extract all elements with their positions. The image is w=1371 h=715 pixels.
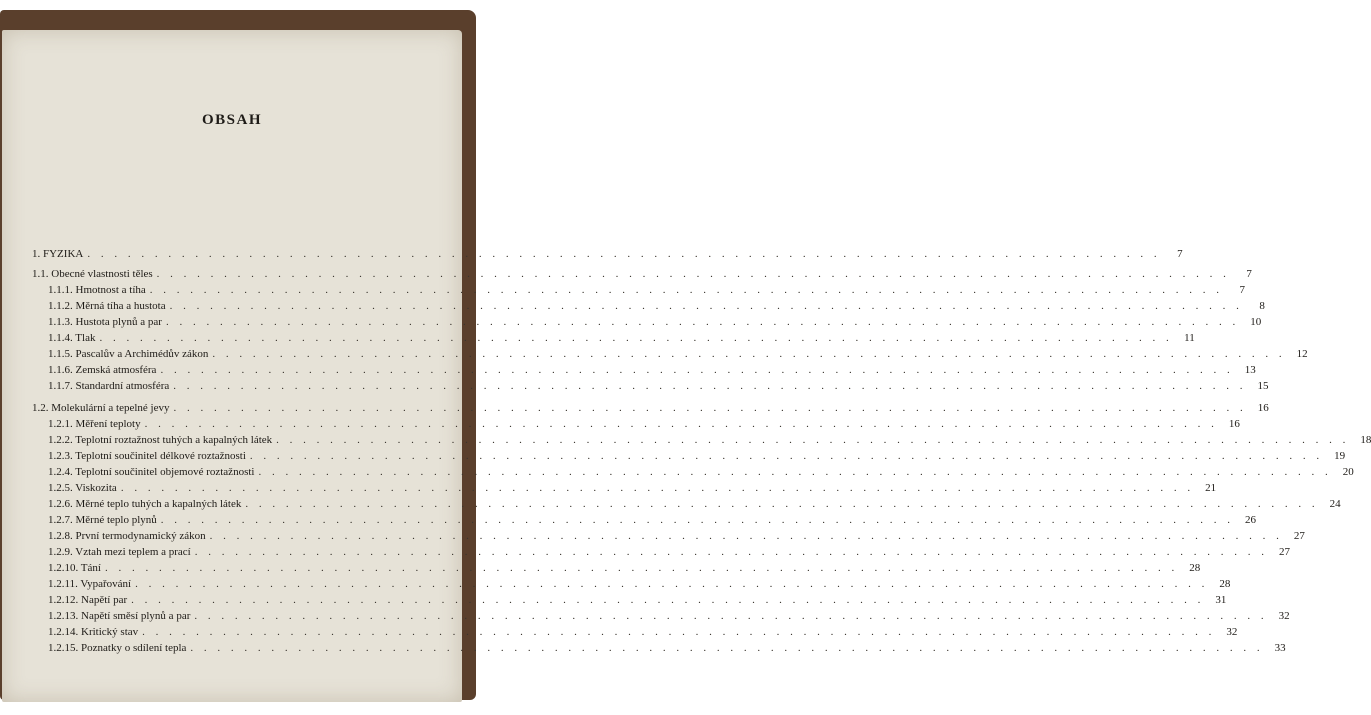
toc-entry [48, 284, 1246, 300]
toc-entry-label: 1.2.4. Teplotní součinitel objemové roztažnosti [48, 466, 255, 478]
dot-leader: . . . . . . . . . . . . . . . . . . . . . . . . . . . . . . . . . . . . . . . . . . . . . . . . . . . . . . . . . . . . . . . . . . . . . . . . . . . . . . . . [160, 514, 1235, 526]
dot-leader: . . . . . . . . . . . . . . . . . . . . . . . . . . . . . . . . . . . . . . . . . . . . . . . . . . . . . . . . . . . . . . . . . . . . . . . . . . . . . . . . [245, 498, 1319, 510]
dot-leader: . . . . . . . . . . . . . . . . . . . . . . . . . . . . . . . . . . . . . . . . . . . . . . . . . . . . . . . . . . . . . . . . . . . . . . . . . . . . . . . . [169, 300, 1243, 312]
dot-leader: . . . . . . . . . . . . . . . . . . . . . . . . . . . . . . . . . . . . . . . . . . . . . . . . . . . . . . . . . . . . . . . . . . . . . . . . . . . . . . . . [194, 610, 1268, 622]
toc-entry [48, 642, 1286, 658]
dot-leader: . . . . . . . . . . . . . . . . . . . . . . . . . . . . . . . . . . . . . . . . . . . . . . . . . . . . . . . . . . . . . . . . . . . . . . . . . . . . . . . . [149, 284, 1224, 296]
toc-entry-page: 15 [1257, 380, 1269, 392]
toc-entry-label: 1.1.7. Standardní atmosféra [48, 380, 170, 392]
toc-entry-page: 8 [1259, 300, 1265, 312]
toc-entry [48, 594, 1227, 610]
toc-entry [48, 514, 1257, 530]
toc-entry-label: 1.1.5. Pascalův a Archimédův zákon [48, 348, 209, 360]
toc-entry [48, 626, 1238, 642]
dot-leader: . . . . . . . . . . . . . . . . . . . . . . . . . . . . . . . . . . . . . . . . . . . . . . . . . . . . . . . . . . . . . . . . . . . . . . . . . . . . . . . . [142, 626, 1216, 638]
toc-entry-page: 16 [1257, 402, 1269, 414]
toc-entry-page: 7 [1246, 268, 1252, 280]
toc-entry-page: 12 [1296, 348, 1308, 360]
toc-entry-page: 21 [1205, 482, 1217, 494]
toc-entry [48, 498, 1341, 514]
toc-entry [48, 450, 1346, 466]
toc-entry [48, 348, 1308, 364]
dot-leader: . . . . . . . . . . . . . . . . . . . . . . . . . . . . . . . . . . . . . . . . . . . . . . . . . . . . . . . . . . . . . . . . . . . . . . . . . . . . . . . . [212, 348, 1286, 360]
toc-entry-label: 1.2. Molekulární a tepelné jevy [32, 402, 170, 414]
toc-entry-page: 20 [1342, 466, 1354, 478]
toc-entry-label: 1.2.11. Vypařování [48, 578, 132, 590]
toc-entry [48, 562, 1201, 578]
toc-entry [32, 268, 1252, 284]
toc-entry-label: 1.2.3. Teplotní součinitel délkové roztažnosti [48, 450, 246, 462]
toc-entry [48, 466, 1354, 482]
toc-entry-label: 1.1. Obecné vlastnosti těles [32, 268, 153, 280]
dot-leader: . . . . . . . . . . . . . . . . . . . . . . . . . . . . . . . . . . . . . . . . . . . . . . . . . . . . . . . . . . . . . . . . . . . . . . . . . . . . . . . . [194, 546, 1268, 558]
toc-entry-page: 7 [1239, 284, 1246, 296]
dot-leader: . . . . . . . . . . . . . . . . . . . . . . . . . . . . . . . . . . . . . . . . . . . . . . . . . . . . . . . . . . . . . . . . . . . . . . . . . . . . . . . . [160, 364, 1234, 376]
toc-entry-page: 32 [1278, 610, 1290, 622]
toc-entry-label: 1.2.1. Měření teploty [48, 418, 141, 430]
toc-entry-page: 26 [1245, 514, 1257, 526]
dot-leader: . . . . . . . . . . . . . . . . . . . . . . . . . . . . . . . . . . . . . . . . . . . . . . . . . . . . . . . . . . . . . . . . . . . . . . . . . . . . . . . . [209, 530, 1283, 542]
toc-entry [48, 482, 1217, 498]
toc-entry-page: 24 [1329, 498, 1341, 510]
toc-entry-page: 13 [1244, 364, 1256, 376]
toc-entry [48, 578, 1231, 594]
toc-entry-page: 27 [1293, 530, 1305, 542]
toc-entry-page: 31 [1215, 594, 1227, 606]
toc-entry-label: 1.2.10. Tání [48, 562, 101, 574]
dot-leader: . . . . . . . . . . . . . . . . . . . . . . . . . . . . . . . . . . . . . . . . . . . . . . . . . . . . . . . . . . . . . . . . . . . . . . . . . . . . . . . . [173, 402, 1247, 414]
toc-entry [48, 316, 1262, 332]
toc-entry [48, 300, 1265, 316]
toc-entry-label: 1.2.7. Měrné teplo plynů [48, 514, 157, 526]
toc-entry [32, 402, 1269, 418]
toc-entry-page: 11 [1184, 332, 1195, 344]
dot-leader: . . . . . . . . . . . . . . . . . . . . . . . . . . . . . . . . . . . . . . . . . . . . . . . . . . . . . . . . . . . . . . . . . . . . . . . . . . . . . . . . [104, 562, 1179, 574]
toc-entry-page: 16 [1228, 418, 1240, 430]
dot-leader: . . . . . . . . . . . . . . . . . . . . . . . . . . . . . . . . . . . . . . . . . . . . . . . . . . . . . . . . . . . . . . . . . . . . . . . . . . . . . . . . [276, 434, 1350, 446]
toc-entry [48, 380, 1269, 396]
toc-entry-label: 1.1.2. Měrná tíha a hustota [48, 300, 166, 312]
toc-entry [48, 332, 1195, 348]
page-title: OBSAH [201, 112, 262, 128]
toc-entry [48, 364, 1256, 380]
toc-entry-page: 27 [1279, 546, 1290, 558]
toc-entry-page: 33 [1274, 642, 1286, 654]
dot-leader: . . . . . . . . . . . . . . . . . . . . . . . . . . . . . . . . . . . . . . . . . . . . . . . . . . . . . . . . . . . . . . . . . . . . . . . . . . . . . . . . [120, 482, 1195, 494]
toc-entry-page: 28 [1189, 562, 1201, 574]
toc-entry [48, 530, 1305, 546]
toc-entry-label: 1. FYZIKA [32, 248, 84, 260]
toc-entry-label: 1.1.6. Zemská atmosféra [48, 364, 157, 376]
toc-entry-label: 1.2.9. Vztah mezi teplem a prací [48, 546, 191, 558]
toc-entry-label: 1.2.2. Teplotní roztažnost tuhých a kapalných látek [48, 434, 273, 446]
toc-entry-label: 1.1.1. Hmotnost a tíha [48, 284, 146, 296]
toc-entry-label: 1.1.3. Hustota plynů a par [48, 316, 162, 328]
dot-leader: . . . . . . . . . . . . . . . . . . . . . . . . . . . . . . . . . . . . . . . . . . . . . . . . . . . . . . . . . . . . . . . . . . . . . . . . . . . . . . . . [190, 642, 1264, 654]
toc-entry-page: 32 [1226, 626, 1238, 638]
toc-entry [48, 418, 1240, 434]
dot-leader: . . . . . . . . . . . . . . . . . . . . . . . . . . . . . . . . . . . . . . . . . . . . . . . . . . . . . . . . . . . . . . . . . . . . . . . . . . . . . . . . [156, 268, 1230, 280]
dot-leader: . . . . . . . . . . . . . . . . . . . . . . . . . . . . . . . . . . . . . . . . . . . . . . . . . . . . . . . . . . . . . . . . . . . . . . . . . . . . . . . . [87, 248, 1161, 260]
toc-entry-label: 1.2.14. Kritický stav [48, 626, 139, 638]
toc-entry-page: 7 [1177, 248, 1183, 260]
toc-entry-label: 1.2.13. Napětí směsí plynů a par [48, 610, 191, 622]
toc-entry-page: 19 [1334, 450, 1346, 462]
toc-entry-page: 10 [1250, 316, 1262, 328]
toc-entry-label: 1.2.8. První termodynamický zákon [48, 530, 206, 542]
toc-entry [48, 546, 1290, 562]
dot-leader: . . . . . . . . . . . . . . . . . . . . . . . . . . . . . . . . . . . . . . . . . . . . . . . . . . . . . . . . . . . . . . . . . . . . . . . . . . . . . . . . [135, 578, 1209, 590]
toc-entry-page: 18 [1360, 434, 1371, 446]
toc-entry-label: 1.2.12. Napětí par [48, 594, 128, 606]
toc-entry-label: 1.2.15. Poznatky o sdílení tepla [48, 642, 187, 654]
book-cover [0, 10, 1371, 700]
toc-entry [48, 434, 1371, 450]
dot-leader: . . . . . . . . . . . . . . . . . . . . . . . . . . . . . . . . . . . . . . . . . . . . . . . . . . . . . . . . . . . . . . . . . . . . . . . . . . . . . . . . [144, 418, 1218, 430]
book-page [2, 30, 1371, 702]
dot-leader: . . . . . . . . . . . . . . . . . . . . . . . . . . . . . . . . . . . . . . . . . . . . . . . . . . . . . . . . . . . . . . . . . . . . . . . . . . . . . . . . [165, 316, 1240, 328]
dot-leader: . . . . . . . . . . . . . . . . . . . . . . . . . . . . . . . . . . . . . . . . . . . . . . . . . . . . . . . . . . . . . . . . . . . . . . . . . . . . . . . . [258, 466, 1332, 478]
dot-leader: . . . . . . . . . . . . . . . . . . . . . . . . . . . . . . . . . . . . . . . . . . . . . . . . . . . . . . . . . . . . . . . . . . . . . . . . . . . . . . . . [249, 450, 1324, 462]
dot-leader: . . . . . . . . . . . . . . . . . . . . . . . . . . . . . . . . . . . . . . . . . . . . . . . . . . . . . . . . . . . . . . . . . . . . . . . . . . . . . . . . [173, 380, 1247, 392]
toc-entry-page: 28 [1219, 578, 1231, 590]
dot-leader: . . . . . . . . . . . . . . . . . . . . . . . . . . . . . . . . . . . . . . . . . . . . . . . . . . . . . . . . . . . . . . . . . . . . . . . . . . . . . . . . [131, 594, 1205, 606]
toc-entry [48, 610, 1290, 626]
dot-leader: . . . . . . . . . . . . . . . . . . . . . . . . . . . . . . . . . . . . . . . . . . . . . . . . . . . . . . . . . . . . . . . . . . . . . . . . . . . . . . . . [99, 332, 1173, 344]
toc-entry-label: 1.2.5. Viskozita [48, 482, 117, 494]
toc-entry-label: 1.1.4. Tlak [48, 332, 96, 344]
toc-entry [32, 248, 1183, 264]
toc-entry-label: 1.2.6. Měrné teplo tuhých a kapalných látek [48, 498, 242, 510]
